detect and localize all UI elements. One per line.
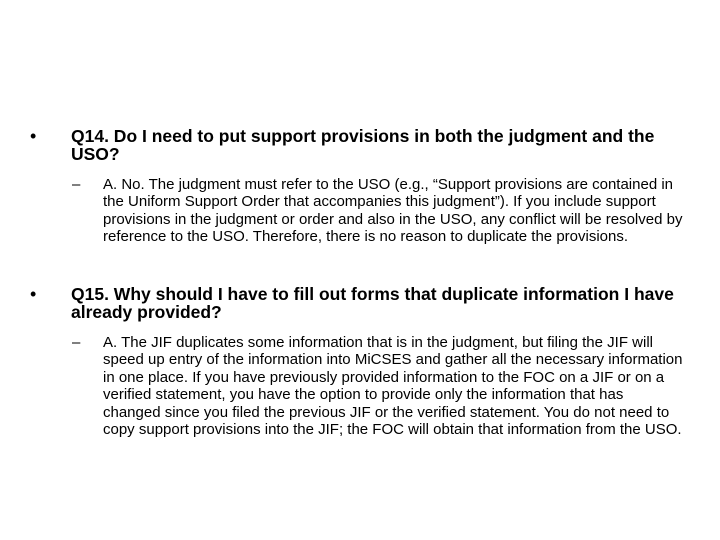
qa-item-q14 bbox=[30, 127, 690, 246]
question-q14: Q14. Do I need to put support provisions in both the judgment and the USO? bbox=[71, 126, 655, 164]
dash-icon: – bbox=[72, 334, 81, 351]
question-row bbox=[30, 285, 690, 321]
bullet-icon: • bbox=[30, 284, 37, 304]
answer-row bbox=[72, 176, 690, 246]
question-row bbox=[30, 127, 690, 163]
answer-row bbox=[72, 334, 690, 438]
answer-q15: A. The JIF duplicates some information that is in the judgment, but filing the JIF will speed up entry of the information into MiCSES and gather all the necessary information in one place. If you have previously provided information to the FOC on a JIF or on a verified statement, you have the option to provide only the information that has changed since you filed the previous JIF or the verified statement. You do not need to copy support provisions into the JIF; the FOC will obtain that information from the USO. bbox=[103, 334, 683, 439]
bullet-icon: • bbox=[30, 126, 37, 146]
dash-icon: – bbox=[72, 176, 81, 193]
question-q15: Q15. Why should I have to fill out forms that duplicate information I have already provided? bbox=[71, 284, 674, 322]
qa-item-q15 bbox=[30, 285, 690, 438]
answer-q14: A. No. The judgment must refer to the USO (e.g., “Support provisions are contained in the Uniform Support Order that accompanies this judgment”). If you include support provisions in the judgment or order and also in the USO, any conflict will be resolved by reference to the USO. Therefore, there is no reason to duplicate the provisions. bbox=[103, 176, 683, 246]
